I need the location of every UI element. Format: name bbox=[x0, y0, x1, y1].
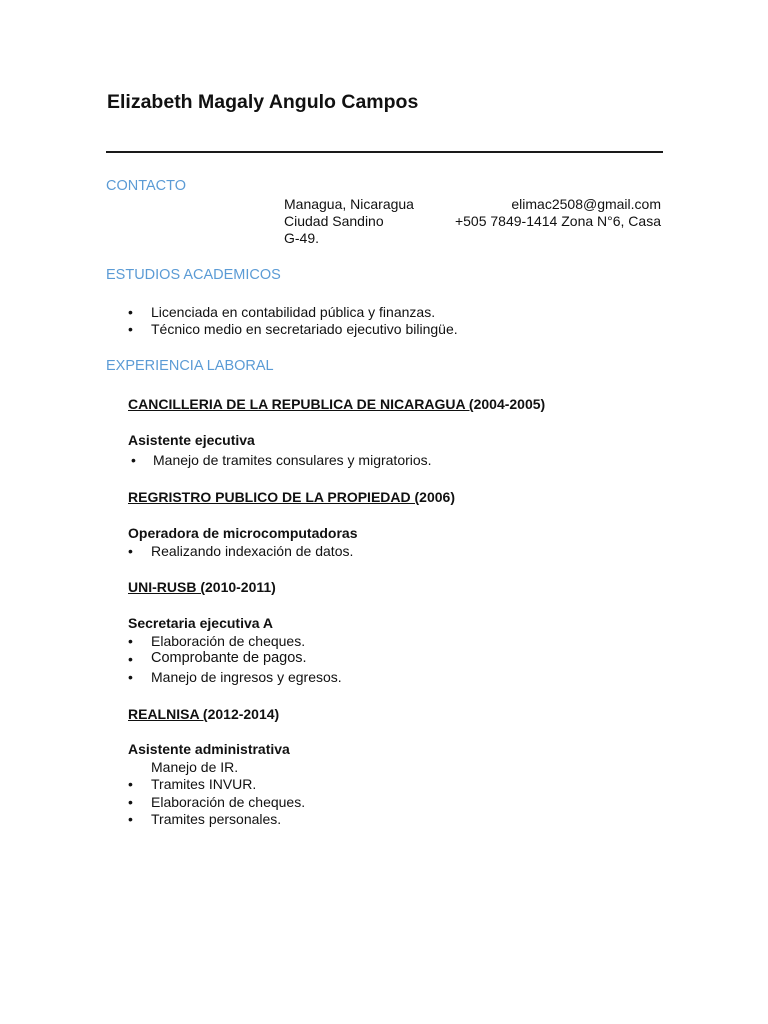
job-item: Elaboración de cheques. bbox=[151, 794, 306, 810]
bullet-icon: • bbox=[128, 633, 133, 649]
job-item: Comprobante de pagos. bbox=[151, 650, 307, 666]
job-years: 2012-2014) bbox=[207, 706, 280, 722]
job-company bbox=[128, 489, 455, 505]
job-item: Manejo de IR. bbox=[151, 759, 239, 775]
job-company bbox=[128, 396, 545, 412]
bullet-icon: • bbox=[128, 811, 133, 827]
job-company-name: CANCILLERIA DE LA REPUBLICA DE NICARAGUA ( bbox=[128, 396, 474, 412]
job-company-name: REGRISTRO PUBLICO DE LA PROPIEDAD ( bbox=[128, 489, 420, 505]
job-item: Realizando indexación de datos. bbox=[151, 543, 354, 559]
bullet-icon: • bbox=[128, 794, 133, 810]
section-heading-contacto: CONTACTO bbox=[106, 178, 187, 194]
contact-address-line3: G-49. bbox=[284, 230, 320, 246]
bullet-icon: • bbox=[128, 669, 133, 685]
contact-phone: +505 7849-1414 Zona N°6, Casa bbox=[454, 213, 661, 229]
job-years: 2004-2005) bbox=[473, 396, 546, 412]
job-item: Manejo de ingresos y egresos. bbox=[151, 669, 342, 685]
resume-name: Elizabeth Magaly Angulo Campos bbox=[107, 91, 419, 113]
study-item: Técnico medio en secretariado ejecutivo bilingüe. bbox=[151, 321, 458, 337]
job-item: Tramites INVUR. bbox=[151, 776, 257, 792]
job-item: Elaboración de cheques. bbox=[151, 633, 306, 649]
job-role: Operadora de microcomputadoras bbox=[128, 525, 358, 541]
job-role: Asistente ejecutiva bbox=[128, 432, 255, 448]
job-role: Secretaria ejecutiva A bbox=[128, 615, 274, 631]
bullet-icon: • bbox=[128, 543, 133, 559]
section-heading-experiencia: EXPERIENCIA LABORAL bbox=[106, 358, 274, 374]
job-company-name: REALNISA ( bbox=[128, 706, 208, 722]
contact-email: elimac2508@gmail.com bbox=[511, 196, 661, 212]
job-company bbox=[128, 579, 276, 595]
job-company bbox=[128, 706, 279, 722]
section-heading-estudios: ESTUDIOS ACADEMICOS bbox=[106, 267, 281, 283]
contact-address-line1: Managua, Nicaragua bbox=[284, 196, 414, 212]
bullet-icon: • bbox=[128, 304, 133, 320]
job-company-name: UNI-RUSB ( bbox=[128, 579, 205, 595]
study-item: Licenciada en contabilidad pública y finanzas. bbox=[151, 304, 436, 320]
contact-address-line2: Ciudad Sandino bbox=[284, 213, 384, 229]
bullet-icon: • bbox=[128, 321, 133, 337]
header-divider bbox=[106, 151, 663, 153]
job-years: 2006) bbox=[419, 489, 455, 505]
bullet-icon: • bbox=[128, 651, 133, 667]
job-item: Manejo de tramites consulares y migratorios. bbox=[153, 452, 432, 468]
job-item: Tramites personales. bbox=[151, 811, 282, 827]
job-role: Asistente administrativa bbox=[128, 741, 290, 757]
bullet-icon: • bbox=[128, 776, 133, 792]
bullet-icon: • bbox=[131, 452, 136, 468]
job-years: 2010-2011) bbox=[205, 579, 276, 595]
